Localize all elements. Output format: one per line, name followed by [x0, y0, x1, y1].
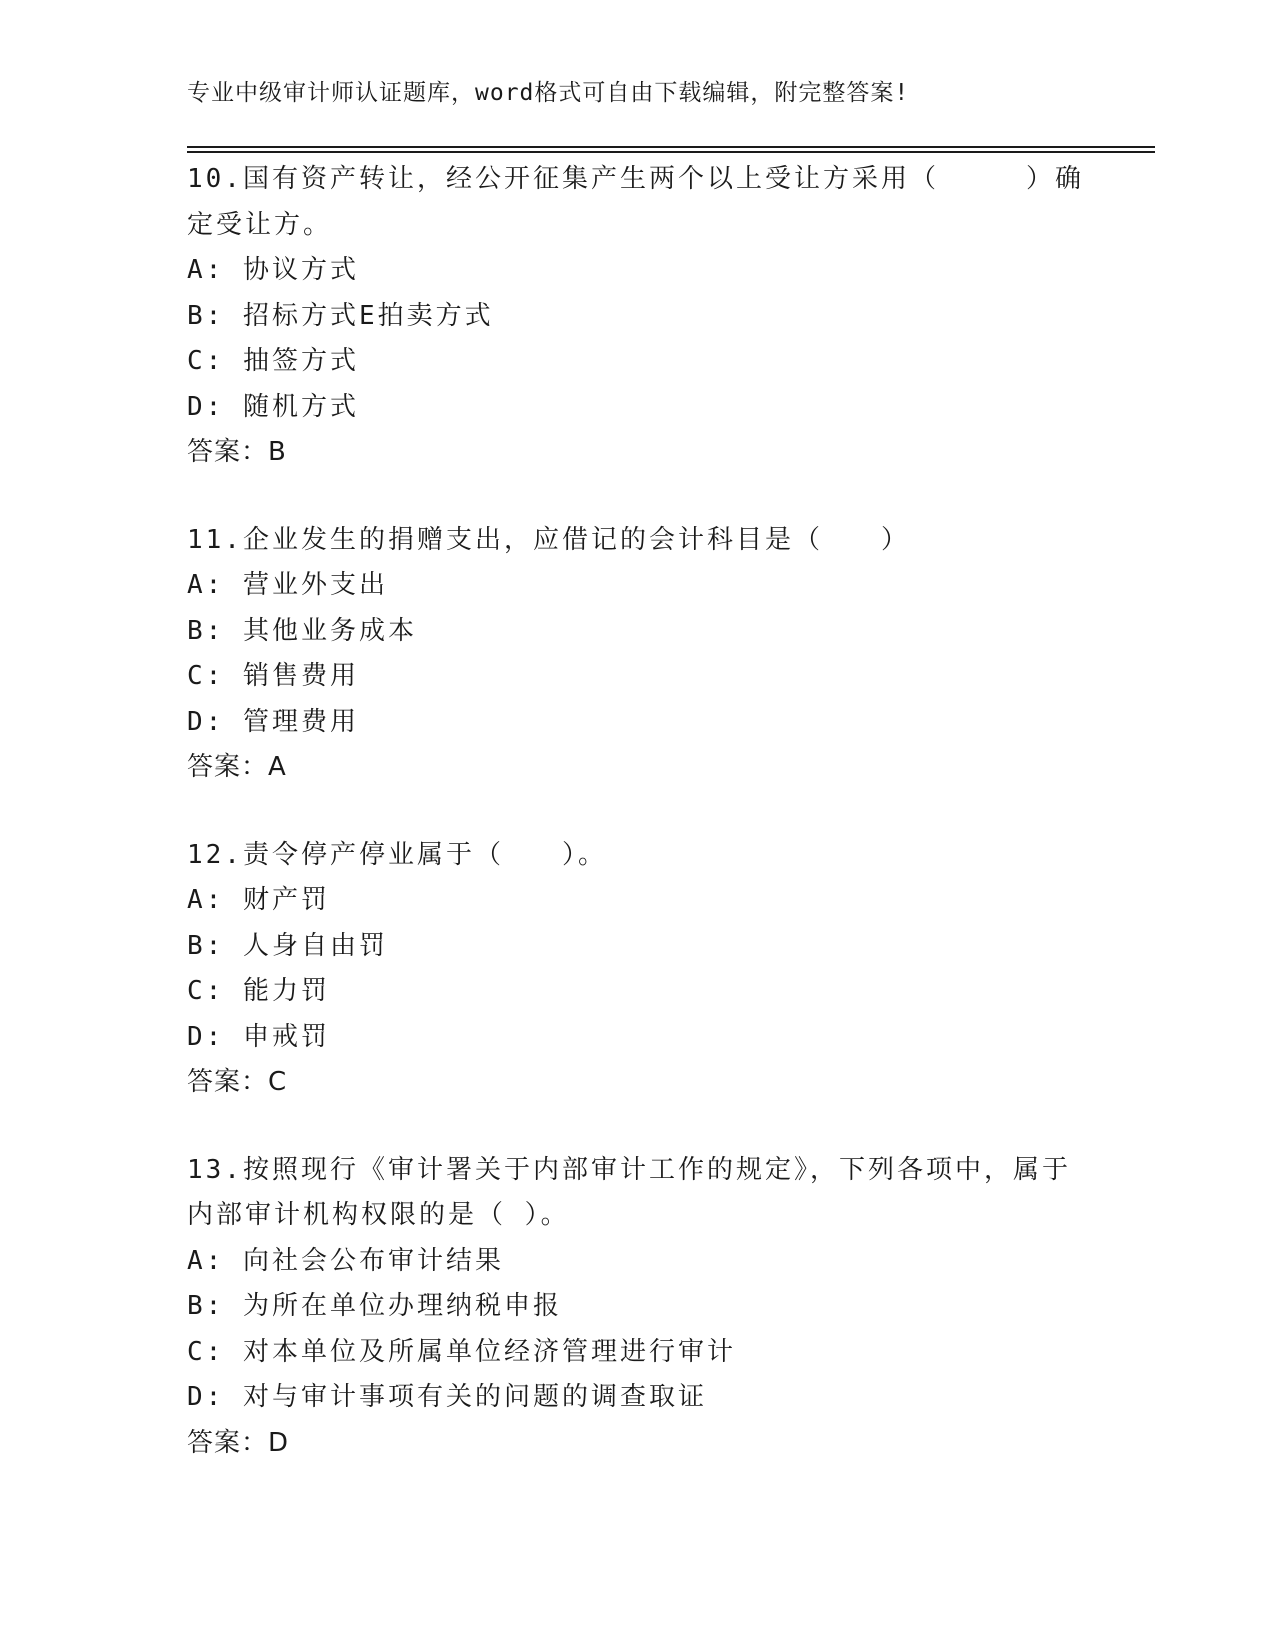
option-c: C: 能力罚 — [187, 976, 330, 1006]
option-a: A: 营业外支出 — [187, 570, 388, 600]
question-stem: 定受让方。 — [187, 209, 333, 240]
answer: 答案：C — [187, 1067, 288, 1097]
option-b: B: 其他业务成本 — [187, 615, 417, 646]
question-11 — [187, 518, 1087, 791]
question-10 — [187, 157, 1087, 476]
answer: 答案：B — [187, 437, 287, 467]
answer: 答案：A — [187, 752, 287, 782]
option-a: A: 财产罚 — [187, 885, 330, 915]
option-d: D: 管理费用 — [187, 706, 359, 737]
header-rule-top — [187, 146, 1155, 148]
option-c: C: 对本单位及所属单位经济管理进行审计 — [187, 1336, 736, 1367]
question-stem: 11.企业发生的捐赠支出，应借记的会计科目是（ ） — [187, 524, 910, 555]
option-b: B: 招标方式E拍卖方式 — [187, 300, 494, 331]
question-stem: 12.责令停产停业属于（ ）。 — [187, 839, 607, 870]
option-d: D: 对与审计事项有关的问题的调查取证 — [187, 1382, 707, 1412]
option-a: A: 向社会公布审计结果 — [187, 1245, 504, 1276]
question-13 — [187, 1148, 1087, 1467]
option-d: D: 申戒罚 — [187, 1021, 330, 1052]
question-stem: 10.国有资产转让，经公开征集产生两个以上受让方采用（ ）确 — [187, 164, 1084, 194]
option-a: A: 协议方式 — [187, 255, 359, 285]
option-b: B: 为所在单位办理纳税申报 — [187, 1291, 562, 1321]
option-d: D: 随机方式 — [187, 391, 359, 422]
header-rule-bottom — [187, 151, 1155, 153]
question-stem: 13.按照现行《审计署关于内部审计工作的规定》，下列各项中，属于 — [187, 1154, 1071, 1185]
option-b: B: 人身自由罚 — [187, 930, 388, 961]
question-stem: 内部审计机构权限的是（ ）。 — [187, 1200, 570, 1230]
option-c: C: 抽签方式 — [187, 346, 359, 376]
option-c: C: 销售费用 — [187, 661, 359, 691]
page-header: 专业中级审计师认证题库，word格式可自由下载编辑，附完整答案! — [187, 80, 910, 106]
question-12 — [187, 833, 1087, 1106]
answer: 答案：D — [187, 1427, 290, 1458]
question-list — [187, 157, 1087, 1508]
